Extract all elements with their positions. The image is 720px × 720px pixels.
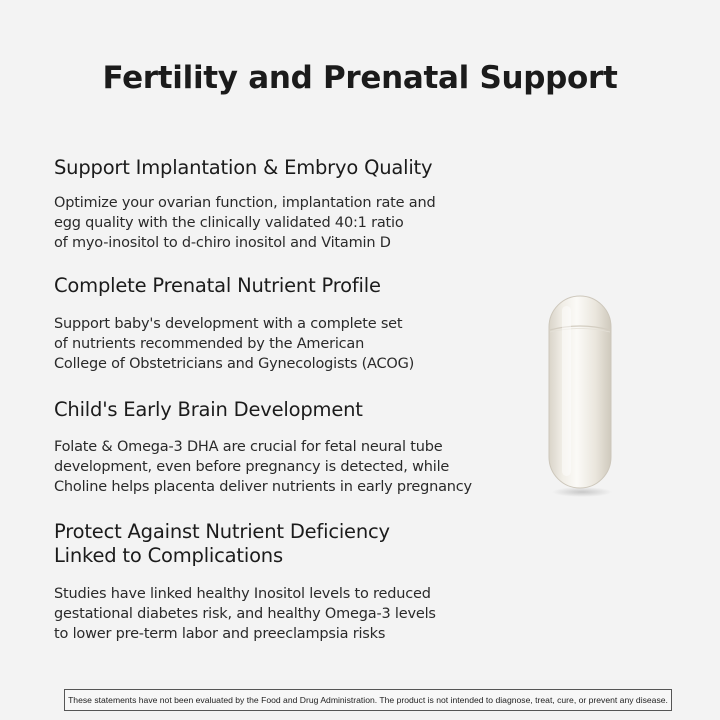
body-line: Choline helps placenta deliver nutrients in early pregnancy [54, 479, 472, 495]
benefit-section-deficiency [54, 520, 524, 644]
page-title: Fertility and Prenatal Support [102, 60, 618, 96]
heading-line: Support Implantation & Embryo Quality [54, 156, 433, 179]
capsule-image [540, 292, 620, 498]
body-line: Studies have linked healthy Inositol levels to reduced [54, 586, 431, 602]
body-line: Optimize your ovarian function, implantation rate and [54, 195, 436, 211]
benefit-section-nutrient-profile [54, 274, 524, 374]
section-body [54, 437, 524, 497]
benefit-section-brain-development [54, 398, 524, 497]
benefit-section-implantation [54, 156, 524, 253]
body-line: gestational diabetes risk, and healthy Omega-3 levels [54, 606, 436, 622]
section-body [54, 584, 524, 644]
heading-line: Protect Against Nutrient Deficiency [54, 520, 390, 543]
body-line: of myo-inositol to d-chiro inositol and Vitamin D [54, 235, 391, 251]
section-body [54, 193, 524, 253]
body-line: to lower pre-term labor and preeclampsia risks [54, 626, 386, 642]
section-heading [54, 520, 524, 568]
capsule-icon [540, 292, 620, 498]
body-line: of nutrients recommended by the American [54, 336, 365, 352]
section-heading [54, 274, 524, 298]
body-line: Folate & Omega-3 DHA are crucial for fetal neural tube [54, 439, 443, 455]
fda-disclaimer: These statements have not been evaluated by the Food and Drug Administration. The product is not intended to diagnose, treat, cure, or prevent any disease. [64, 689, 672, 711]
body-line: development, even before pregnancy is detected, while [54, 459, 450, 475]
section-body [54, 314, 524, 374]
heading-line: Child's Early Brain Development [54, 398, 363, 421]
section-heading [54, 156, 524, 180]
body-line: Support baby's development with a complete set [54, 316, 403, 332]
heading-line: Linked to Complications [54, 544, 283, 567]
section-heading [54, 398, 524, 422]
body-line: egg quality with the clinically validated 40:1 ratio [54, 215, 404, 231]
body-line: College of Obstetricians and Gynecologists (ACOG) [54, 356, 415, 372]
heading-line: Complete Prenatal Nutrient Profile [54, 274, 381, 297]
